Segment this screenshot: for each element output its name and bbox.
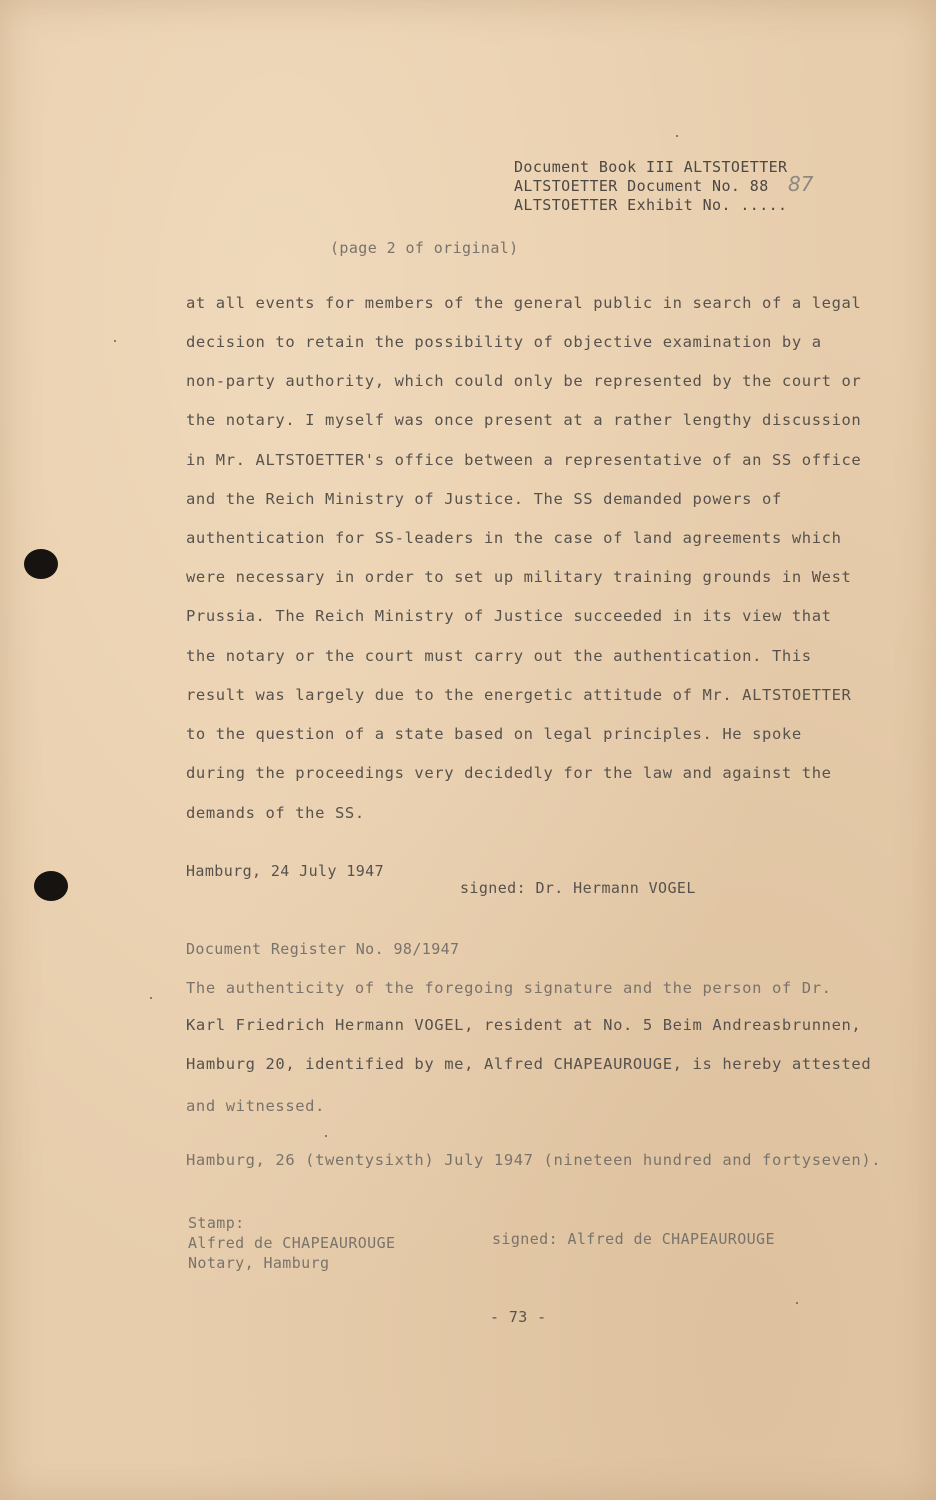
page-number: - 73 -: [490, 1308, 547, 1326]
handwritten-document-number: 87: [788, 172, 814, 196]
body-line: non-party authority, which could only be represented by the court or: [186, 372, 862, 390]
body-line: during the proceedings very decidedly for the law and against the: [186, 764, 832, 782]
paper-speck: [325, 1135, 327, 1137]
stamp-label: Stamp:: [188, 1214, 245, 1232]
signature-vogel: signed: Dr. Hermann VOGEL: [460, 879, 696, 897]
body-line: were necessary in order to set up military training grounds in West: [186, 568, 852, 586]
paper-speck: [676, 135, 678, 137]
stamp-name: Alfred de CHAPEAUROUGE: [188, 1234, 396, 1252]
header-exhibit-line: ALTSTOETTER Exhibit No. .....: [514, 196, 788, 214]
body-line: the notary or the court must carry out the authentication. This: [186, 647, 812, 665]
body-line: Prussia. The Reich Ministry of Justice succeeded in its view that: [186, 607, 832, 625]
paper-speck: [150, 997, 152, 999]
paper-speck: [114, 340, 116, 342]
body-line: in Mr. ALTSTOETTER's office between a representative of an SS office: [186, 451, 862, 469]
body-line: decision to retain the possibility of objective examination by a: [186, 333, 822, 351]
register-line: Hamburg 20, identified by me, Alfred CHAPEAUROUGE, is hereby attested: [186, 1055, 872, 1073]
punch-hole-bottom: [34, 871, 68, 901]
body-line: and the Reich Ministry of Justice. The SS demanded powers of: [186, 490, 782, 508]
body-line: to the question of a state based on legal principles. He spoke: [186, 725, 802, 743]
page-of-original: (page 2 of original): [330, 239, 519, 257]
body-line: authentication for SS-leaders in the case of land agreements which: [186, 529, 842, 547]
register-line: and witnessed.: [186, 1097, 326, 1115]
register-date-line: Hamburg, 26 (twentysixth) July 1947 (nineteen hundred and fortyseven).: [186, 1151, 882, 1169]
place-date: Hamburg, 24 July 1947: [186, 862, 385, 880]
body-line: the notary. I myself was once present at a rather lengthy discussion: [186, 411, 862, 429]
body-line: result was largely due to the energetic attitude of Mr. ALTSTOETTER: [186, 686, 852, 704]
punch-hole-top: [24, 549, 58, 579]
register-line: Karl Friedrich Hermann VOGEL, resident at No. 5 Beim Andreasbrunnen,: [186, 1016, 862, 1034]
paper-speck: [796, 1302, 798, 1304]
body-line: at all events for members of the general public in search of a legal: [186, 294, 862, 312]
header-document-number-line: ALTSTOETTER Document No. 88: [514, 177, 769, 195]
signature-chapeaurouge: signed: Alfred de CHAPEAUROUGE: [492, 1230, 775, 1248]
register-title: Document Register No. 98/1947: [186, 940, 460, 958]
stamp-office: Notary, Hamburg: [188, 1254, 330, 1272]
body-line: demands of the SS.: [186, 804, 365, 822]
register-line: The authenticity of the foregoing signature and the person of Dr.: [186, 979, 832, 997]
header-book-line: Document Book III ALTSTOETTER: [514, 158, 788, 176]
